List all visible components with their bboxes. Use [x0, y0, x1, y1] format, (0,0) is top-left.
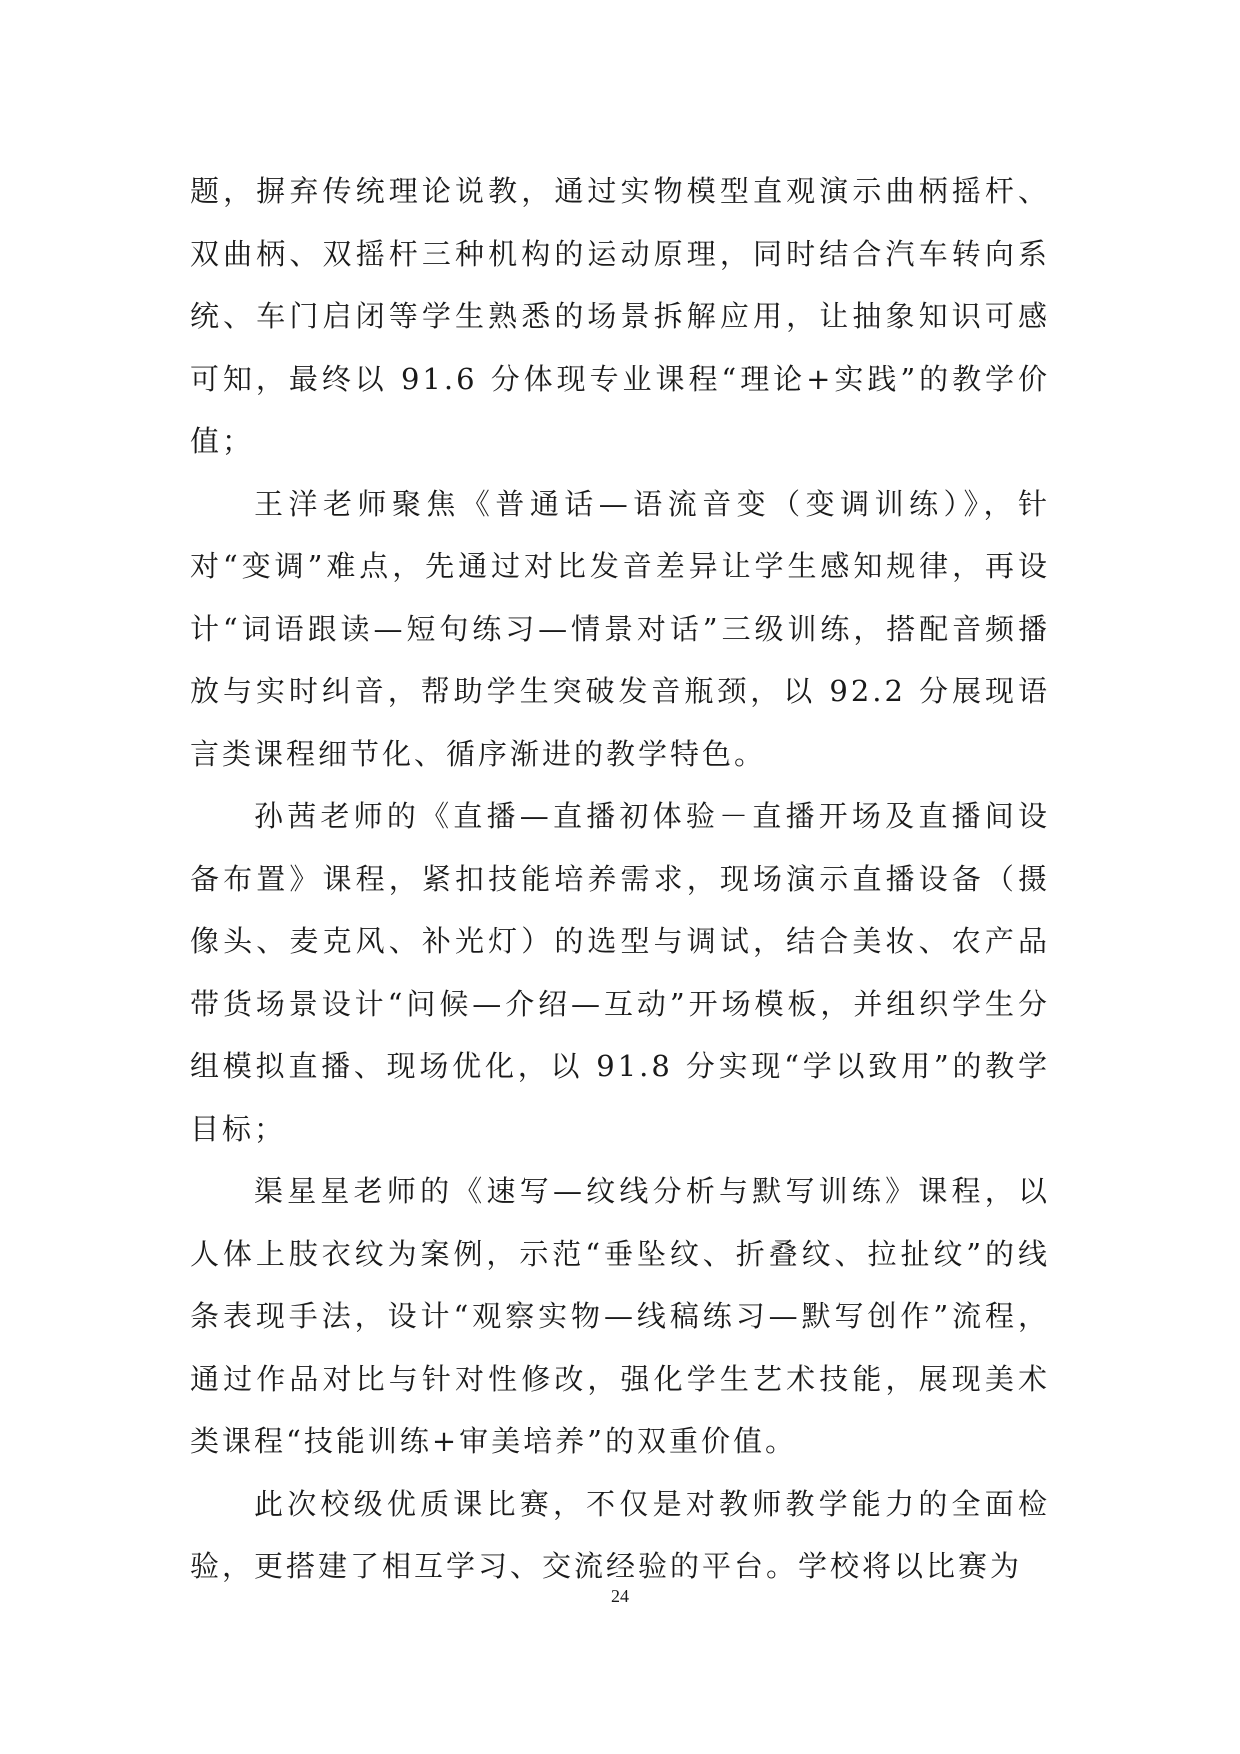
- paragraph-qu-xingxing: 渠星星老师的《速写—纹线分析与默写训练》课程，以人体上肢衣纹为案例，示范“垂坠纹、折叠纹、拉扯纹”的线条表现手法，设计“观察实物—线稿练习—默写创作”流程，通过作品对比与针对性修改，强化学生艺术技能，展现美术类课程“技能训练+审美培养”的双重价值。: [190, 1174, 1050, 1458]
- paragraph-sun-qian: 孙茜老师的《直播—直播初体验－直播开场及直播间设备布置》课程，紧扣技能培养需求，现场演示直播设备（摄像头、麦克风、补光灯）的选型与调试，结合美妆、农产品带货场景设计“问候—介绍—互动”开场模板，并组织学生分组模拟直播、现场优化，以 91.8 分实现“学以致用”的教学目标；: [190, 799, 1050, 1146]
- paragraph-conclusion: 此次校级优质课比赛，不仅是对教师教学能力的全面检验，更搭建了相互学习、交流经验的平台。学校将以比赛为: [190, 1486, 1050, 1583]
- paragraph-wang-yang: 王洋老师聚焦《普通话—语流音变（变调训练）》，针对“变调”难点，先通过对比发音差异让学生感知规律，再设计“词语跟读—短句练习—情景对话”三级训练，搭配音频播放与实时纠音，帮助学生突破发音瓶颈，以 92.2 分展现语言类课程细节化、循序渐进的教学特色。: [190, 486, 1050, 771]
- paragraph-continuation: 题，摒弃传统理论说教，通过实物模型直观演示曲柄摇杆、双曲柄、双摇杆三种机构的运动原理，同时结合汽车转向系统、车门启闭等学生熟悉的场景拆解应用，让抽象知识可感可知，最终以 91.6 分体现专业课程“理论+实践”的教学价值；: [190, 174, 1050, 458]
- body-text: [190, 160, 1050, 1598]
- page-number: 24: [611, 1586, 629, 1606]
